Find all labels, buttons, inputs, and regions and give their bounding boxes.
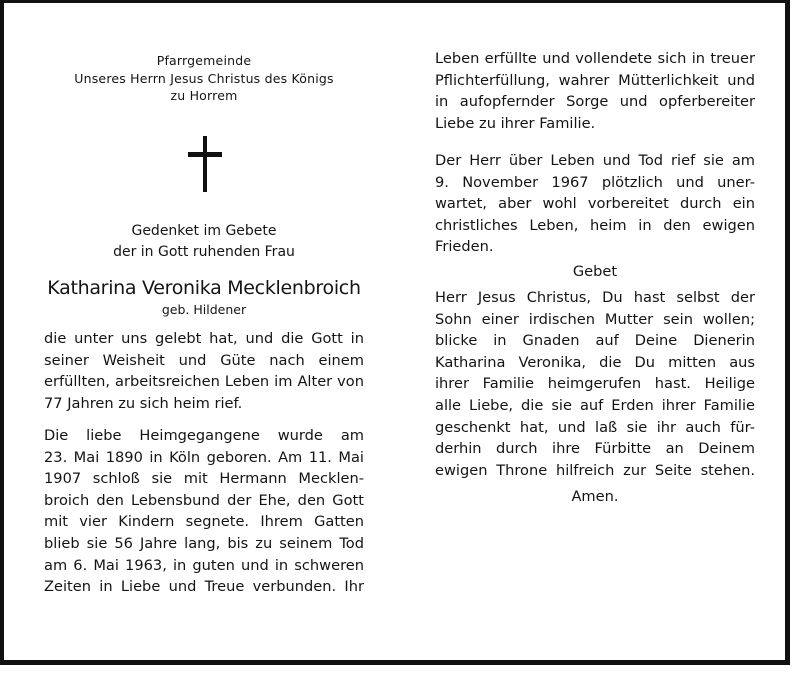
text-line: Zeiten in Liebe und Treue verbunden. Ihr xyxy=(44,578,364,596)
parish-header xyxy=(44,52,364,105)
parish-line: Pfarrgemeinde xyxy=(156,53,252,68)
text-line: derhin durch ihre Fürbitte an Deinem xyxy=(435,440,755,458)
deceased-name: Katharina Veronika Mecklenbroich xyxy=(47,277,361,299)
paragraph-continuation xyxy=(435,48,755,134)
text-line: 23. Mai 1890 in Köln geboren. Am 11. Mai xyxy=(44,448,364,466)
text-line: mit vier Kindern segnete. Ihrem Gatten xyxy=(44,513,364,531)
text-line: Die liebe Heimgegangene wurde am xyxy=(44,427,364,444)
commemoration-line: der in Gott ruhenden Frau xyxy=(113,244,295,260)
text-line: wartet, aber wohl vorbereitet durch ein xyxy=(435,195,755,213)
text-line: in aufopfernder Sorge und opferbereiter xyxy=(435,93,755,111)
paragraph-biography xyxy=(44,425,364,598)
cross-icon xyxy=(188,136,222,194)
text-line: seiner Weisheit und Güte nach einem xyxy=(44,351,364,369)
commemoration xyxy=(44,221,364,263)
text-line: erfüllten, arbeitsreichen Leben im Alter von xyxy=(44,373,364,391)
text-line: Frieden. xyxy=(435,238,494,256)
parish-line: zu Horrem xyxy=(170,88,238,103)
text-line: ihrer Familie heimgerufen hast. Heilige xyxy=(435,375,755,393)
text-line: am 6. Mai 1963, in guten und in schweren xyxy=(44,556,364,574)
text-line: Pflichterfüllung, wahrer Mütterlichkeit und xyxy=(435,71,755,89)
text-line: Sohn einer irdischen Mutter sein wollen; xyxy=(435,310,755,328)
text-line: Liebe zu ihrer Familie. xyxy=(435,114,596,132)
text-line: ewigen Throne hilfreich zur Seite stehen. xyxy=(435,461,755,479)
parish-line: Unseres Herrn Jesus Christus des Königs xyxy=(74,70,334,86)
text-line: blicke in Gnaden auf Deine Dienerin xyxy=(435,332,755,350)
paragraph-death xyxy=(435,150,755,258)
paragraph-life xyxy=(44,328,364,414)
text-line: christliches Leben, heim in den ewigen xyxy=(435,216,755,234)
text-line: Herr Jesus Christus, Du hast selbst der xyxy=(435,289,755,306)
text-line: alle Liebe, die sie auf Erden ihrer Familie xyxy=(435,396,755,414)
prayer-title: Gebet xyxy=(572,263,618,280)
text-line: 77 Jahren zu sich heim rief. xyxy=(44,394,243,412)
text-line: broich den Lebensbund der Ehe, den Gott xyxy=(44,491,364,509)
amen: Amen. xyxy=(571,488,619,505)
text-line: Katharina Veronika, die Du mitten aus xyxy=(435,353,755,371)
text-line: 9. November 1967 plötzlich und uner- xyxy=(435,173,755,191)
text-line: die unter uns gelebt hat, und die Gott in xyxy=(44,330,364,347)
commemoration-line: Gedenket im Gebete xyxy=(131,223,277,239)
text-line: Leben erfüllte und vollendete sich in treuer xyxy=(435,50,755,67)
text-line: Der Herr über Leben und Tod rief sie am xyxy=(435,152,755,169)
text-line: geschenkt hat, und laß sie ihr auch für- xyxy=(435,418,755,436)
prayer-text xyxy=(435,287,755,481)
text-line: blieb sie 56 Jahre lang, bis zu seinem Tod xyxy=(44,534,364,552)
maiden-name: geb. Hildener xyxy=(161,302,247,317)
text-line: 1907 schloß sie mit Hermann Mecklen- xyxy=(44,470,364,488)
